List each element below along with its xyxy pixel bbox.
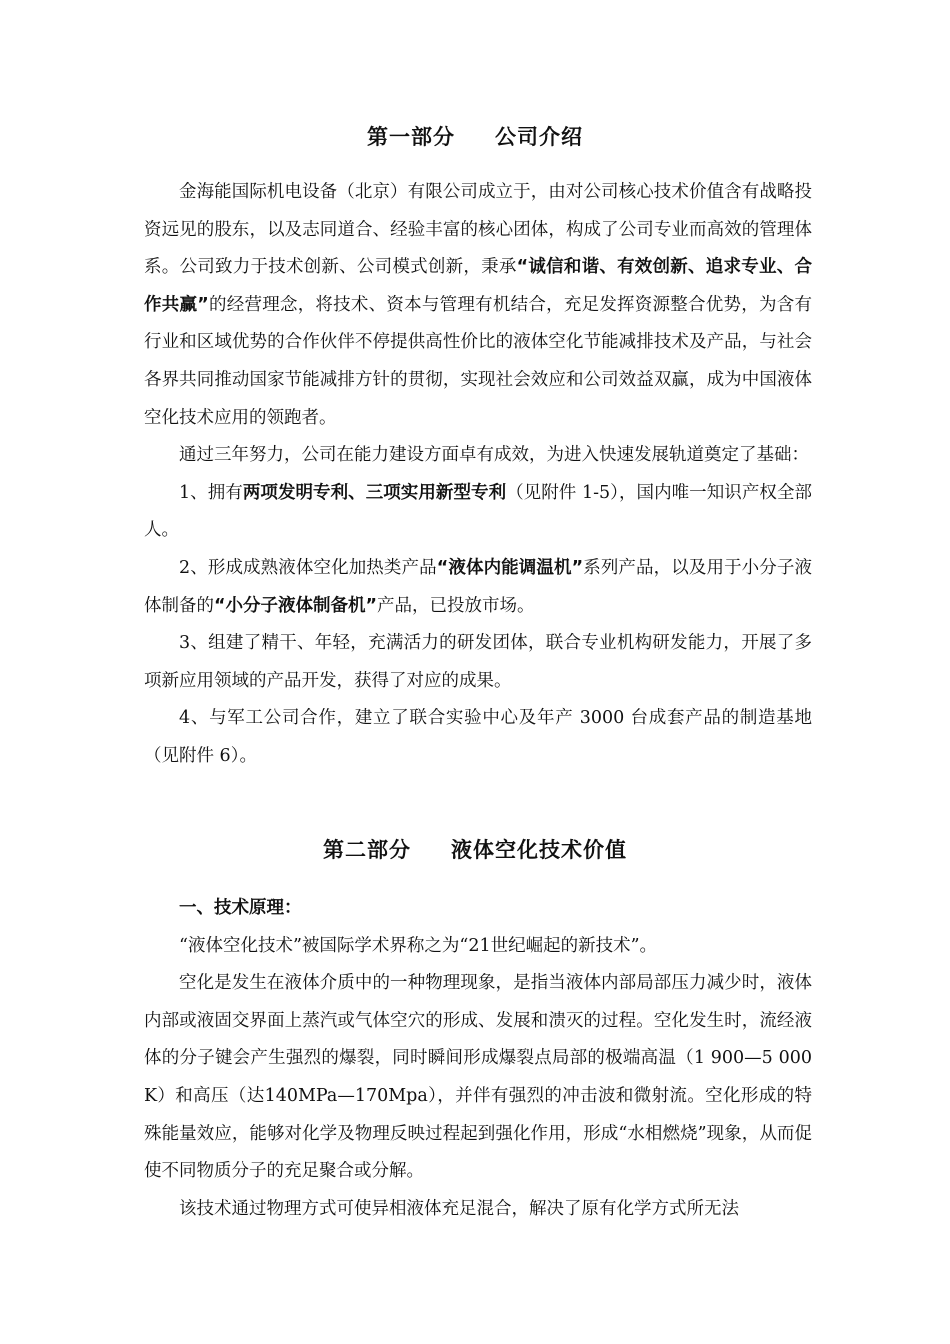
achievement-item-4: 4、与军工公司合作，建立了联合实验中心及年产 3000 台成套产品的制造基地（见附件 6）。: [144, 708, 812, 766]
achievements-intro: 通过三年努力，公司在能力建设方面卓有成效，为进入快速发展轨道奠定了基础：: [179, 445, 809, 466]
achievement-item-3: 3、组建了精干、年轻，充满活力的研发团体，联合专业机构研发能力，开展了多项新应用领域的产品开发，获得了对应的成果。: [144, 633, 812, 691]
part1-title-text: 公司介绍: [495, 125, 583, 149]
tech-benefit-paragraph: 该技术通过物理方式可使异相液体充足混合，解决了原有化学方式所无法: [179, 1198, 739, 1219]
part2-body: [144, 890, 812, 1228]
achievement-item-1: 1、拥有两项发明专利、三项实用新型专利（见附件 1-5），国内唯一知识产权全部人。: [144, 482, 812, 541]
part1-title-label: 第一部分: [367, 125, 455, 149]
business-philosophy: “诚信和谐、有效创新、追求专业、合作共赢”: [144, 257, 812, 315]
cavitation-description: 空化是发生在液体介质中的一种物理现象，是指当液体内部局部压力减少时，液体内部或液固交界面上蒸汽或气体空穴的形成、发展和溃灭的过程。空化发生时，流经液体的分子键会产生强烈的爆裂，同时瞬间形成爆裂点局部的极端高温（1 900—5 000 K）和高压（达140MPa—170Mpa），并伴有强烈的冲击波和微射流。空化形成的特殊能量效应，能够对化学及物理反映过程起到强化作用，形成“水相燃烧”现象，从而促使不同物质分子的充足聚合或分解。: [144, 973, 812, 1182]
tech-quote-paragraph: “液体空化技术”被国际学术界称之为“21世纪崛起的新技术”。: [179, 935, 658, 956]
part2-title: [0, 834, 950, 864]
part1-title: [0, 121, 950, 151]
part2-title-label: 第二部分: [323, 838, 411, 862]
tech-principle-heading: 一、技术原理：: [179, 898, 302, 918]
part2-title-text: 液体空化技术价值: [451, 838, 627, 862]
achievement-item-2: 2、形成成熟液体空化加热类产品“液体内能调温机”系列产品，以及用于小分子液体制备的“小分子液体制备机”产品，已投放市场。: [144, 557, 812, 616]
part1-body: [144, 174, 812, 776]
intro-paragraph: 金海能国际机电设备（北京）有限公司成立于，由对公司核心技术价值含有战略投资远见的股东，以及志同道合、经验丰富的核心团体，构成了公司专业而高效的管理体系。公司致力于技术创新、公司模式创新，秉承“诚信和谐、有效创新、追求专业、合作共赢”的经营理念，将技术、资本与管理有机结合，充足发挥资源整合优势，为含有行业和区域优势的合作伙伴不停提供高性价比的液体空化节能减排技术及产品，与社会各界共同推动国家节能减排方针的贯彻，实现社会效应和公司效益双赢，成为中国液体空化技术应用的领跑者。: [144, 182, 812, 428]
